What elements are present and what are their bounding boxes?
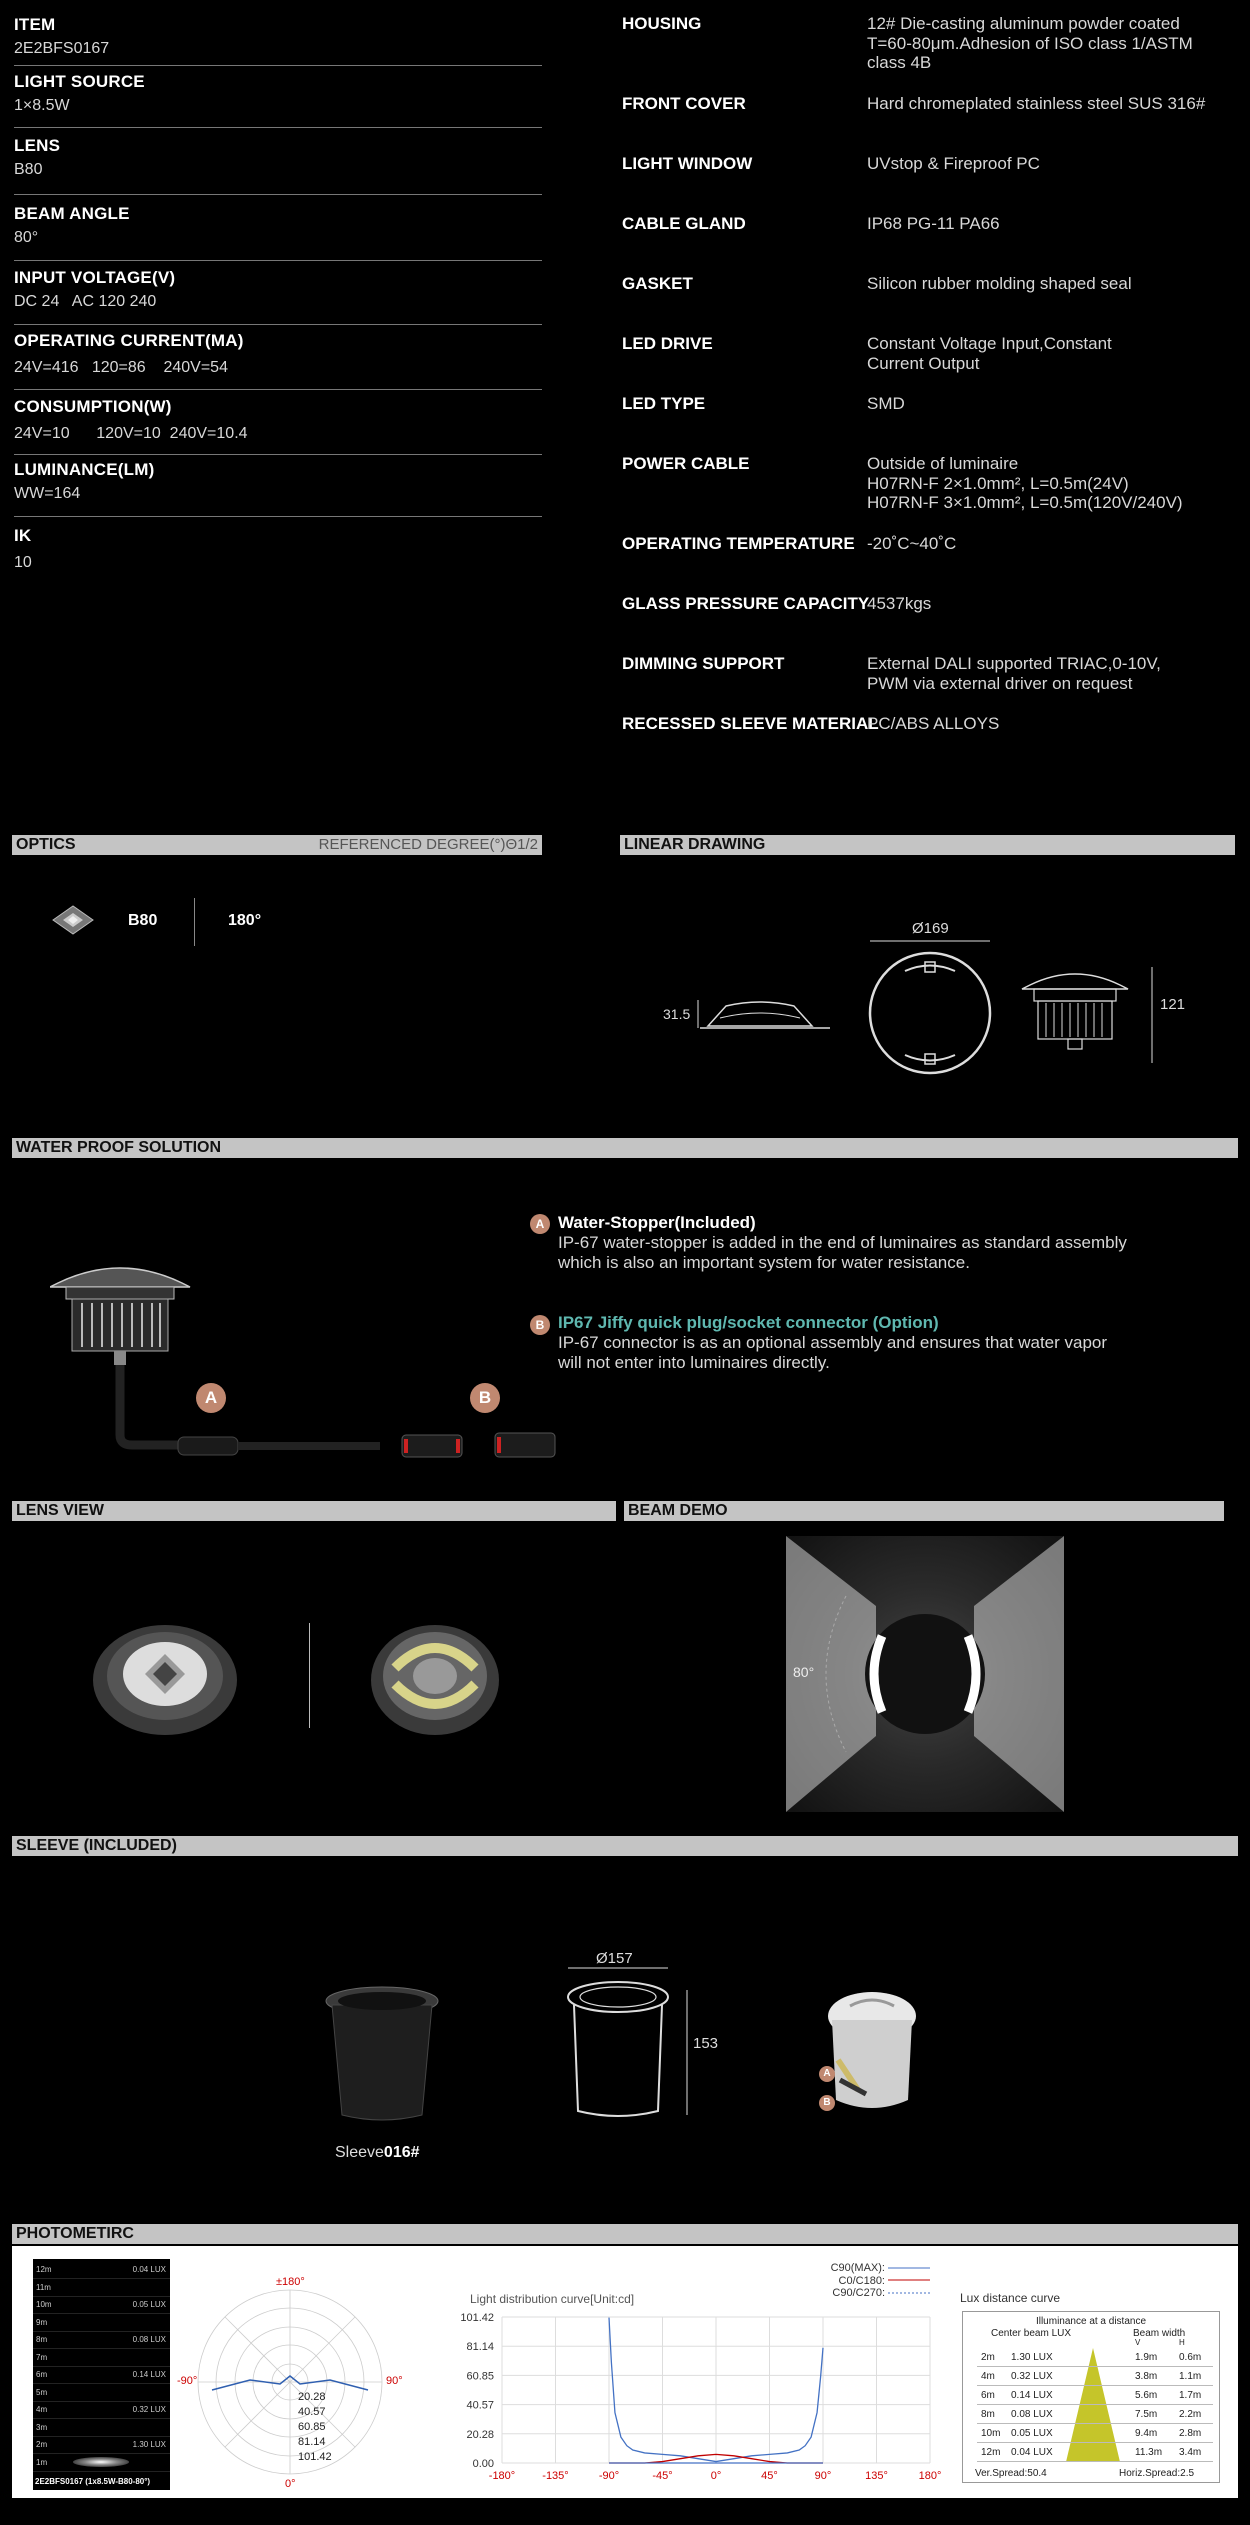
isolux-lux: 0.04 LUX: [132, 2265, 166, 2274]
lux-cell-lux: 0.08 LUX: [1011, 2409, 1053, 2420]
rspec-value: Outside of luminaire H07RN-F 2×1.0mm², L=0.5m(24V) H07RN-F 3×1.0mm², L=0.5m(120V/240V): [867, 454, 1183, 512]
rspec-label: OPERATING TEMPERATURE: [622, 534, 855, 553]
chart-x-tick: -180°: [488, 2470, 516, 2482]
linear-side-view: [690, 998, 830, 1033]
sleeve-drawing: [560, 1965, 700, 2125]
isolux-distance: 3m: [36, 2422, 48, 2432]
waterproof-b-badge: B: [530, 1315, 550, 1335]
spec-label: ITEM: [14, 15, 56, 34]
lux-row: [977, 2443, 1213, 2462]
waterproof-b-title: IP67 Jiffy quick plug/socket connector (Option): [558, 1313, 939, 1332]
lux-cell-h: 2.2m: [1179, 2409, 1202, 2420]
polar-ticks: [298, 2390, 332, 2465]
isolux-distance: 10m: [36, 2300, 52, 2309]
polar-tick: 60.85: [298, 2421, 326, 2433]
isolux-panel: [33, 2259, 170, 2490]
rspec-value: SMD: [867, 394, 905, 413]
spec-label: BEAM ANGLE: [14, 204, 130, 223]
sleeve-photo: [322, 1985, 442, 2125]
isolux-distance: 8m: [36, 2335, 48, 2344]
isolux-row: [33, 2332, 170, 2349]
linear-diameter: Ø169: [912, 920, 949, 937]
rspec-value: 4537kgs: [867, 594, 932, 613]
polar-left-label: -90°: [177, 2375, 198, 2387]
lux-cell-v: 9.4m: [1135, 2428, 1158, 2439]
spec-row-consumption: [14, 396, 542, 455]
linear-front-view: [1020, 965, 1170, 1075]
linear-side-height: 31.5: [663, 1006, 691, 1022]
lux-row: [977, 2405, 1213, 2424]
chart-y-tick: 81.14: [466, 2341, 494, 2354]
lux-cell-h: 3.4m: [1179, 2447, 1202, 2458]
chart-x-tick: -135°: [542, 2470, 569, 2482]
sleeve-title: SLEEVE (INCLUDED): [16, 1837, 177, 1854]
curve-legend: [830, 2262, 885, 2300]
rspec-label: HOUSING: [622, 14, 702, 33]
linear-drawing-header: [620, 835, 1235, 855]
isolux-distance: 4m: [36, 2405, 48, 2414]
isolux-lux: 0.08 LUX: [132, 2335, 166, 2344]
rspec-label: POWER CABLE: [622, 454, 750, 473]
linear-top-view: [865, 938, 995, 1078]
rspec-value: Silicon rubber molding shaped seal: [867, 274, 1132, 293]
polar-right-label: 90°: [386, 2375, 403, 2387]
spec-label: LENS: [14, 136, 61, 155]
sleeve-caption: [335, 2144, 420, 2162]
spec-value: 24V=416 120=86 240V=54: [14, 359, 228, 376]
lux-cell-d: 2m: [981, 2352, 995, 2363]
spec-row-operating-current: [14, 330, 542, 390]
sleeve-a-badge: A: [819, 2066, 835, 2082]
lux-row: [977, 2367, 1213, 2386]
lux-cell-d: 8m: [981, 2409, 995, 2420]
lux-cell-lux: 0.32 LUX: [1011, 2371, 1053, 2382]
lux-cell-v: 7.5m: [1135, 2409, 1158, 2420]
isolux-row: [33, 2402, 170, 2419]
spec-label: IK: [14, 526, 32, 545]
legend-c90-max: C90(MAX):: [830, 2262, 885, 2274]
isolux-caption: 2E2BFS0167 (1x8.5W-B80-80°): [35, 2477, 151, 2486]
legend-c0-c180: C0/C180:: [838, 2274, 885, 2287]
sleeve-caption-prefix: Sleeve: [335, 2144, 384, 2161]
spec-value: 10: [14, 554, 32, 571]
legend-swatches: [888, 2262, 933, 2300]
lux-title: Lux distance curve: [960, 2291, 1061, 2305]
isolux-row: [33, 2420, 170, 2437]
polar-top-label: ±180°: [276, 2276, 305, 2288]
photometric-header: [12, 2224, 1238, 2244]
isolux-row: [33, 2437, 170, 2454]
rspec-label: LED TYPE: [622, 394, 706, 413]
rspec-value: External DALI supported TRIAC,0-10V, PWM via external driver on request: [867, 654, 1161, 693]
isolux-lux: 0.05 LUX: [132, 2300, 166, 2309]
lux-cell-d: 12m: [981, 2447, 1001, 2458]
beam-demo-image: [786, 1536, 1064, 1812]
isolux-distance: 2m: [36, 2440, 48, 2449]
chart-x-tick: 0°: [710, 2470, 722, 2482]
waterproof-b-desc: IP-67 connector is as an optional assembly and ensures that water vapor will not enter into luminaires directly.: [558, 1333, 1108, 1372]
rspec-value: UVstop & Fireproof PC: [867, 154, 1040, 173]
waterproof-a-badge: A: [530, 1214, 550, 1234]
isolux-distance: 11m: [36, 2282, 51, 2292]
spec-value: DC 24 AC 120 240: [14, 293, 157, 310]
isolux-distance: 6m: [36, 2370, 48, 2379]
lux-table: [962, 2311, 1220, 2483]
curve-title: Light distribution curve[Unit:cd]: [470, 2292, 635, 2306]
beam-demo-header: [624, 1501, 1224, 1521]
waterproof-title: WATER PROOF SOLUTION: [16, 1139, 222, 1156]
lens-view-header: [12, 1501, 616, 1521]
rspec-label: GASKET: [622, 274, 693, 293]
chart-y-tick: 101.42: [460, 2312, 494, 2324]
lux-cell-v: 1.9m: [1135, 2352, 1158, 2363]
sleeve-b-badge: B: [819, 2095, 835, 2111]
lux-cell-v: 11.3m: [1135, 2447, 1163, 2458]
lux-cell-v: 5.6m: [1135, 2390, 1158, 2401]
lux-row: [977, 2424, 1213, 2443]
rspec-label: LIGHT WINDOW: [622, 154, 753, 173]
beam-demo-title: BEAM DEMO: [628, 1502, 728, 1519]
rspec-value: 12# Die-casting aluminum powder coated T=60-80μm.Adhesion of ISO class 1/ASTM class 4B: [867, 14, 1193, 72]
isolux-row: [33, 2280, 170, 2297]
spec-row-ik: [14, 525, 542, 580]
spec-value: 24V=10 120V=10 240V=10.4: [14, 425, 248, 442]
waterproof-assembly-image: [50, 1255, 620, 1460]
lux-col-center: Center beam LUX: [991, 2328, 1072, 2339]
isolux-distance: 12m: [36, 2265, 52, 2274]
rspec-label: RECESSED SLEEVE MATERIAL: [622, 714, 879, 733]
isolux-row: [33, 2262, 170, 2279]
isolux-row: [33, 2297, 170, 2314]
spec-value: B80: [14, 161, 43, 178]
linear-drawing-title: LINEAR DRAWING: [624, 836, 766, 853]
lux-cell-h: 2.8m: [1179, 2428, 1202, 2439]
spec-value: 80°: [14, 229, 39, 246]
isolux-glow: [73, 2457, 129, 2467]
waterproof-a-marker: A: [196, 1383, 226, 1413]
linear-total-height: 121: [1160, 996, 1186, 1013]
spec-row-item: [14, 14, 542, 66]
lux-cell-d: 6m: [981, 2390, 995, 2401]
optics-divider: [194, 898, 195, 946]
chart-x-tick: 90°: [814, 2470, 832, 2482]
sleeve-height: 153: [693, 2035, 719, 2052]
rspec-label: GLASS PRESSURE CAPACITY: [622, 594, 870, 613]
lux-col-width: Beam width: [1133, 2328, 1186, 2339]
optics-referenced-degree: REFERENCED DEGREE(°)Θ1/2: [318, 836, 538, 853]
lux-table-title: Illuminance at a distance: [1035, 2316, 1147, 2327]
lux-cell-h: 0.6m: [1179, 2352, 1202, 2363]
chart-x-tick: 45°: [761, 2470, 778, 2482]
rspec-label: DIMMING SUPPORT: [622, 654, 785, 673]
spec-row-beam-angle: [14, 203, 542, 261]
rspec-value: IP68 PG-11 PA66: [867, 214, 1000, 233]
lux-cell-d: 4m: [981, 2371, 995, 2382]
rspec-label: LED DRIVE: [622, 334, 713, 353]
lux-cell-lux: 0.14 LUX: [1011, 2390, 1053, 2401]
isolux-row: [33, 2350, 170, 2367]
lux-col-h: H: [1179, 2338, 1185, 2347]
rspec-label: CABLE GLAND: [622, 214, 746, 233]
lux-cell-d: 10m: [981, 2428, 1001, 2439]
light-distribution-chart: [460, 2305, 945, 2495]
waterproof-a-desc: IP-67 water-stopper is added in the end of luminaires as standard assembly which is also an important system for water resistance.: [558, 1233, 1127, 1272]
sleeve-diameter: Ø157: [596, 1950, 633, 1967]
spec-value: 2E2BFS0167: [14, 40, 110, 57]
beam-demo-angle: 80°: [793, 1664, 815, 1680]
lux-row: [977, 2348, 1213, 2367]
chart-y-tick: 60.85: [466, 2370, 494, 2383]
isolux-lux: 0.32 LUX: [132, 2405, 166, 2414]
spec-label: OPERATING CURRENT(MA): [14, 331, 244, 350]
isolux-distance: 1m: [36, 2457, 48, 2467]
lux-cell-lux: 0.04 LUX: [1011, 2447, 1053, 2458]
isolux-lux: 0.14 LUX: [132, 2370, 166, 2379]
chart-y-tick: 40.57: [466, 2399, 494, 2412]
spec-label: LUMINANCE(LM): [14, 460, 155, 479]
spec-row-input-voltage: [14, 267, 542, 325]
lens-view-lit-image: [365, 1618, 505, 1738]
spec-value: WW=164: [14, 485, 81, 502]
rspec-value: PC/ABS ALLOYS: [867, 714, 1000, 733]
chart-x-tick: 180°: [918, 2470, 942, 2482]
lux-col-v: V: [1135, 2338, 1141, 2347]
isolux-distance: 7m: [36, 2352, 48, 2362]
legend-c90-c270: C90/C270:: [832, 2287, 885, 2299]
chart-x-tick: -90°: [598, 2470, 620, 2482]
chart-y-tick: 0.00: [472, 2458, 494, 2470]
lux-horiz-spread: Horiz.Spread:2.5: [1119, 2468, 1195, 2479]
lux-row: [977, 2386, 1213, 2405]
lux-ver-spread: Ver.Spread:50.4: [975, 2468, 1047, 2479]
waterproof-b-marker: B: [470, 1383, 500, 1413]
spec-label: CONSUMPTION(W): [14, 397, 172, 416]
lux-cell-h: 1.1m: [1179, 2371, 1202, 2382]
polar-tick: 20.28: [298, 2391, 326, 2403]
lens-view-divider: [309, 1623, 310, 1728]
lux-cell-lux: 0.05 LUX: [1011, 2428, 1053, 2439]
isolux-lux: 1.30 LUX: [132, 2440, 166, 2449]
rspec-value: Hard chromeplated stainless steel SUS 316#: [867, 94, 1206, 113]
optics-degree: 180°: [228, 912, 262, 929]
waterproof-a-title: Water-Stopper(Included): [558, 1213, 756, 1232]
rspec-value: Constant Voltage Input,Constant Current Output: [867, 334, 1112, 373]
sleeve-caption-number: 016#: [383, 2144, 420, 2161]
rspec-label: FRONT COVER: [622, 94, 746, 113]
spec-row-luminance: [14, 459, 542, 517]
optics-title: OPTICS: [16, 836, 76, 853]
sleeve-header: [12, 1836, 1238, 1856]
lux-cell-h: 1.7m: [1179, 2390, 1202, 2401]
isolux-row: [33, 2315, 170, 2332]
chart-y-tick: 20.28: [466, 2428, 494, 2441]
isolux-distance: 9m: [36, 2317, 48, 2327]
spec-label: LIGHT SOURCE: [14, 72, 145, 91]
spec-value: 1×8.5W: [14, 97, 70, 114]
lux-cell-lux: 1.30 LUX: [1011, 2352, 1053, 2363]
spec-row-light-source: [14, 71, 542, 128]
polar-tick: 40.57: [298, 2406, 326, 2418]
lux-cell-v: 3.8m: [1135, 2371, 1158, 2382]
optics-lens-image: [48, 900, 98, 945]
polar-tick: 81.14: [298, 2436, 326, 2448]
lens-view-front-image: [85, 1618, 245, 1738]
lens-view-title: LENS VIEW: [16, 1502, 105, 1519]
spec-label: INPUT VOLTAGE(V): [14, 268, 176, 287]
isolux-distance: 5m: [36, 2387, 48, 2397]
polar-tick: 101.42: [298, 2451, 332, 2463]
optics-header: [12, 835, 542, 855]
isolux-row: [33, 2385, 170, 2402]
photometric-title: PHOTOMETIRC: [16, 2225, 134, 2242]
chart-x-tick: -45°: [652, 2470, 673, 2482]
optics-lens-name: B80: [128, 912, 158, 929]
polar-bottom-label: 0°: [285, 2478, 296, 2490]
waterproof-header: [12, 1138, 1238, 1158]
spec-row-lens: [14, 135, 542, 195]
isolux-row: [33, 2367, 170, 2384]
chart-x-tick: 135°: [865, 2470, 888, 2482]
rspec-value: -20˚C~40˚C: [867, 534, 957, 553]
